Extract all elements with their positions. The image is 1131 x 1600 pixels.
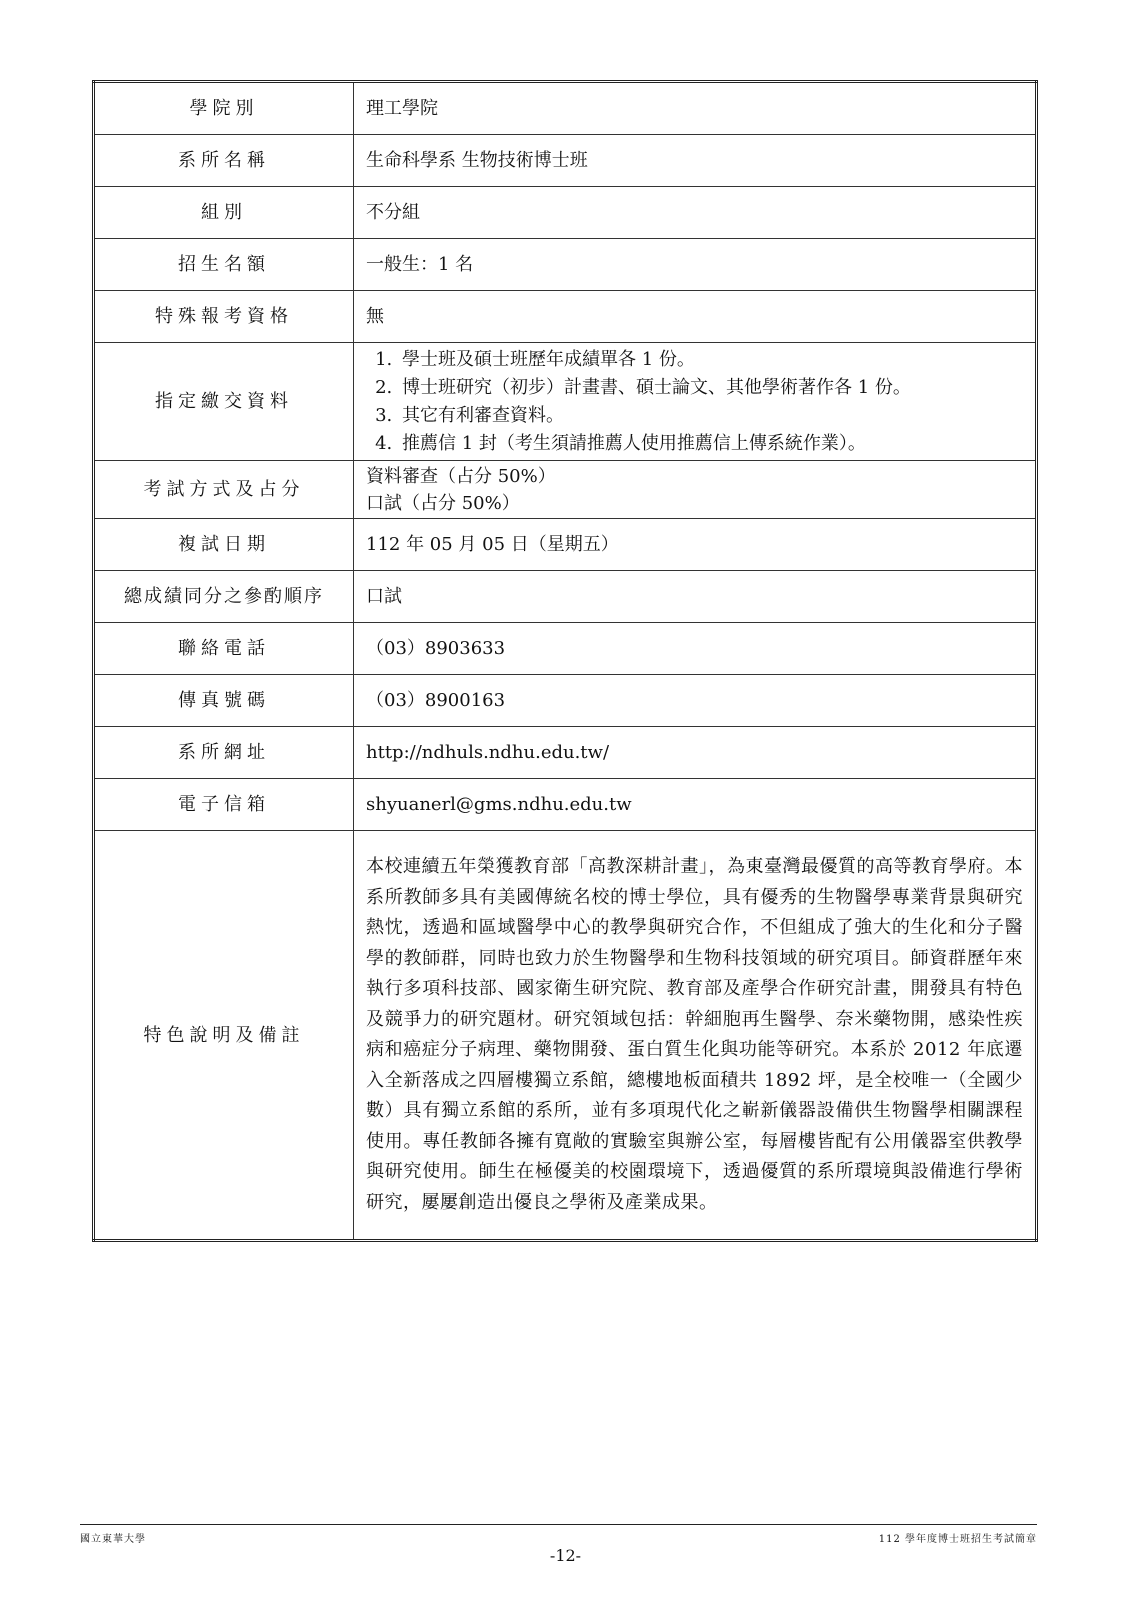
footer-university: 國立東華大學 <box>80 1534 146 1545</box>
table-row <box>94 239 1037 291</box>
list-item: 1. 學士班及碩士班歷年成績單各 1 份。 <box>398 346 1023 374</box>
row-value: 理工學院 <box>354 82 1037 135</box>
table-row <box>94 187 1037 239</box>
exam-method <box>354 461 1037 519</box>
row-label: 總成績同分之參酌順序 <box>94 571 354 623</box>
row-label: 組別 <box>94 187 354 239</box>
table-row <box>94 461 1037 519</box>
table-row <box>94 779 1037 831</box>
row-value: 無 <box>354 291 1037 343</box>
features-description: 本校連續五年榮獲教育部「高教深耕計畫」，為東臺灣最優質的高等教育學府。本系所教師多具有美國傳統名校的博士學位，具有優秀的生物醫學專業背景與研究熱忱，透過和區域醫學中心的教學與研究合作，不但組成了強大的生化和分子醫學的教師群，同時也致力於生物醫學和生物科技領域的研究項目。師資群歷年來執行多項科技部、國家衛生研究院、教育部及產學合作研究計畫，開發具有特色及競爭力的研究題材。研究領域包括：幹細胞再生醫學、奈米藥物開，感染性疾病和癌症分子病理、藥物開發、蛋白質生化與功能等研究。本系於 2012 年底遷入全新落成之四層樓獨立系館，總樓地板面積共 1892 坪，是全校唯一（全國少數）具有獨立系館的系所，並有多項現代化之嶄新儀器設備供生物醫學相關課程使用。專任教師各擁有寬敞的實驗室與辦公室，每層樓皆配有公用儀器室供教學與研究使用。師生在極優美的校園環境下，透過優質的系所環境與設備進行學術研究，屢屢創造出優良之學術及產業成果。 <box>354 831 1037 1241</box>
table-row <box>94 343 1037 461</box>
row-label: 考試方式及占分 <box>94 461 354 519</box>
row-label: 傳真號碼 <box>94 675 354 727</box>
row-label: 指定繳交資料 <box>94 343 354 461</box>
table-row <box>94 82 1037 135</box>
row-label: 聯絡電話 <box>94 623 354 675</box>
row-value: （03）8903633 <box>354 623 1037 675</box>
exam-method-line: 資料審查（占分 50%） <box>366 465 556 487</box>
row-label: 系所網址 <box>94 727 354 779</box>
row-label: 招生名額 <box>94 239 354 291</box>
row-label: 電子信箱 <box>94 779 354 831</box>
row-label: 學院別 <box>94 82 354 135</box>
row-label: 特殊報考資格 <box>94 291 354 343</box>
admission-info-table <box>92 80 1038 1242</box>
exam-method-line: 口試（占分 50%） <box>366 492 520 514</box>
table-row <box>94 135 1037 187</box>
row-label: 複試日期 <box>94 519 354 571</box>
required-documents-list <box>366 346 1023 458</box>
page-number: -12- <box>549 1546 582 1565</box>
row-value: 生命科學系 生物技術博士班 <box>354 135 1037 187</box>
table-row <box>94 623 1037 675</box>
footer-divider <box>80 1524 1037 1525</box>
table-row <box>94 831 1037 1241</box>
list-item: 4. 推薦信 1 封（考生須請推薦人使用推薦信上傳系統作業）。 <box>398 430 1023 458</box>
row-value: 112 年 05 月 05 日（星期五） <box>354 519 1037 571</box>
department-website: http://ndhuls.ndhu.edu.tw/ <box>354 727 1037 779</box>
row-value: 不分組 <box>354 187 1037 239</box>
row-label: 特色說明及備註 <box>94 831 354 1241</box>
footer-document-title: 112 學年度博士班招生考試簡章 <box>878 1534 1037 1545</box>
row-value: 口試 <box>354 571 1037 623</box>
table-row <box>94 675 1037 727</box>
list-item: 3. 其它有利審查資料。 <box>398 402 1023 430</box>
required-documents <box>354 343 1037 461</box>
row-value: （03）8900163 <box>354 675 1037 727</box>
table-row <box>94 571 1037 623</box>
table-row <box>94 727 1037 779</box>
table-row <box>94 291 1037 343</box>
list-item: 2. 博士班研究（初步）計畫書、碩士論文、其他學術著作各 1 份。 <box>398 374 1023 402</box>
table-row <box>94 519 1037 571</box>
row-value: 一般生：1 名 <box>354 239 1037 291</box>
contact-email: shyuanerl@gms.ndhu.edu.tw <box>354 779 1037 831</box>
row-label: 系所名稱 <box>94 135 354 187</box>
